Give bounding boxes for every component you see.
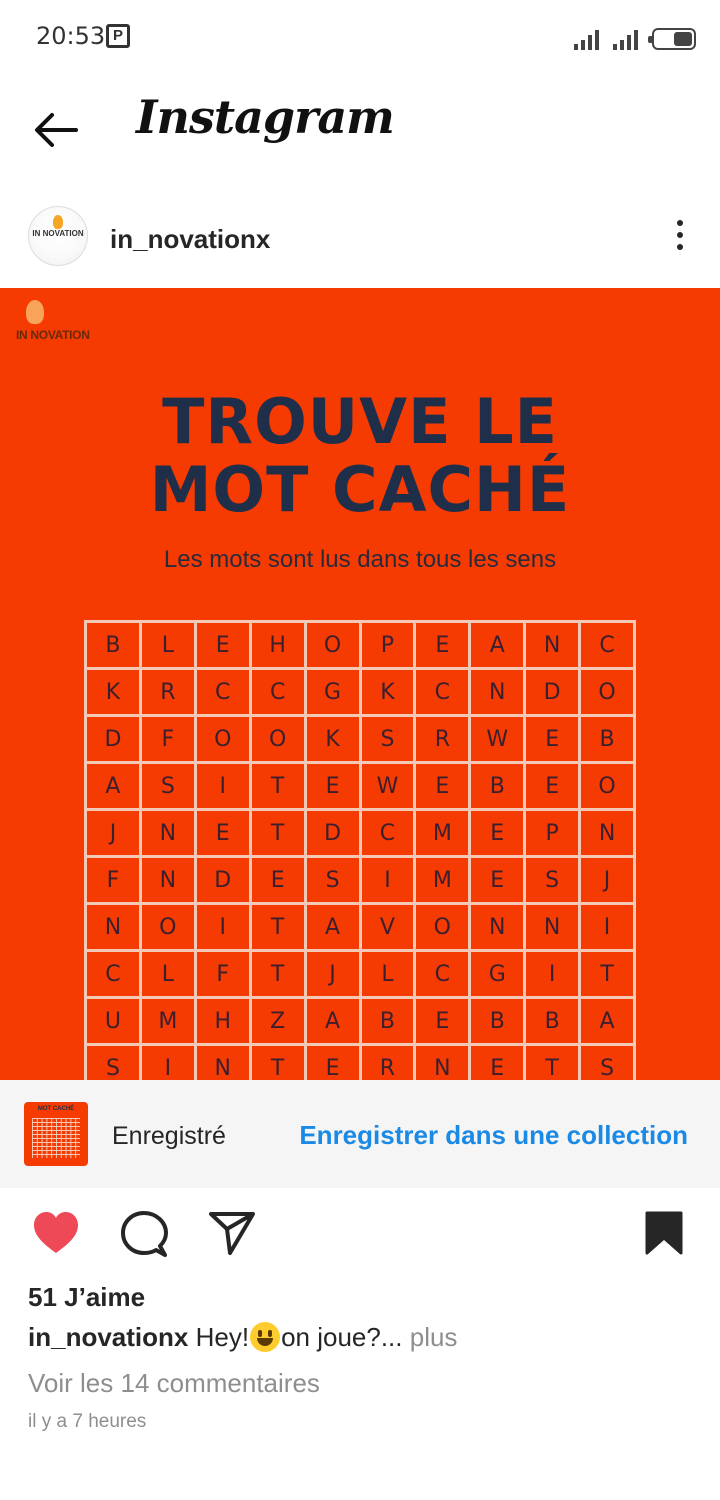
comment-icon[interactable] [120,1210,168,1258]
grid-cell: N [471,905,526,952]
puzzle-title [0,385,720,526]
grid-cell: J [87,811,142,858]
grid-cell: O [197,717,252,764]
grid-cell: E [416,623,471,670]
grid-cell: B [526,999,581,1046]
grid-cell: O [581,670,636,717]
grid-cell: B [471,764,526,811]
grid-cell: O [307,623,362,670]
grid-cell: E [471,858,526,905]
grid-cell: F [87,858,142,905]
grid-cell: N [87,905,142,952]
grid-cell: Z [252,999,307,1046]
signal-icon [574,28,599,50]
grid-cell: E [197,811,252,858]
grid-cell: I [362,858,417,905]
grid-cell: N [197,1046,252,1080]
status-bar [0,0,720,72]
grid-cell: D [87,717,142,764]
puzzle-title-line1: TROUVE LE [162,385,558,458]
caption-text-before: Hey! [195,1322,250,1352]
grid-cell: A [471,623,526,670]
grid-cell: E [416,999,471,1046]
signal-icon-2 [613,28,638,50]
post-header [0,192,720,288]
grid-cell: O [581,764,636,811]
parking-notification-icon: P [106,24,130,48]
share-icon[interactable] [208,1210,256,1256]
grid-cell: E [416,764,471,811]
grid-cell: I [197,905,252,952]
grid-cell: F [197,952,252,999]
grid-cell: N [581,811,636,858]
grid-cell: N [142,858,197,905]
grid-cell: S [362,717,417,764]
caption-text-after: on joue?... [281,1322,403,1352]
grid-cell: R [362,1046,417,1080]
grid-cell: T [581,952,636,999]
battery-icon [652,28,696,50]
grid-cell: S [581,1046,636,1080]
avatar-logo-text: IN NOVATION [32,229,84,238]
grid-cell: M [416,858,471,905]
grid-cell: N [471,670,526,717]
grid-cell: W [471,717,526,764]
puzzle-subtitle: Les mots sont lus dans tous les sens [163,546,557,573]
saved-thumbnail[interactable] [24,1102,88,1166]
grid-cell: S [307,858,362,905]
grid-cell: I [197,764,252,811]
grid-cell: S [526,858,581,905]
grid-cell: K [307,717,362,764]
saved-bar [0,1080,720,1188]
grid-cell: T [252,905,307,952]
save-to-collection-link[interactable]: Enregistrer dans une collection [299,1120,688,1150]
likes-count[interactable]: 51 J’aime [28,1282,146,1312]
grid-cell: S [142,764,197,811]
grid-cell: K [362,670,417,717]
heart-icon[interactable] [32,1210,80,1256]
status-icons [574,22,696,50]
grid-cell: O [252,717,307,764]
bulb-logo-icon [53,215,63,229]
grid-cell: S [87,1046,142,1080]
grid-cell: E [471,811,526,858]
grid-cell: B [362,999,417,1046]
grid-cell: G [471,952,526,999]
grid-cell: B [471,999,526,1046]
grid-cell: E [307,764,362,811]
grid-cell: A [307,905,362,952]
arrow-left-icon[interactable] [32,110,80,150]
grid-cell: R [142,670,197,717]
status-time: 20:53 [36,22,106,50]
grid-cell: E [252,858,307,905]
brand-logo [16,300,126,346]
puzzle-title-line2: MOT CACHÉ [149,453,571,526]
thumbnail-grid [32,1118,80,1158]
grid-cell: K [87,670,142,717]
grid-cell: N [526,623,581,670]
grid-cell: E [526,717,581,764]
grid-cell: J [307,952,362,999]
grid-cell: E [471,1046,526,1080]
grid-cell: O [142,905,197,952]
grid-cell: A [581,999,636,1046]
brand-logo-text: IN NOVATION [16,328,90,342]
grid-cell: C [87,952,142,999]
post-actions [0,1188,720,1284]
grid-cell: L [142,623,197,670]
bulb-logo-icon [26,300,44,324]
grid-cell: C [581,623,636,670]
thumbnail-title: MOT CACHÉ [37,1106,75,1112]
grid-cell: D [526,670,581,717]
grid-cell: N [416,1046,471,1080]
app-header [0,72,720,182]
grid-cell: U [87,999,142,1046]
grid-cell: D [307,811,362,858]
saved-label: Enregistré [112,1122,226,1150]
grid-cell: M [416,811,471,858]
grid-cell: C [362,811,417,858]
grid-cell: V [362,905,417,952]
grid-cell: C [252,670,307,717]
grid-cell: W [362,764,417,811]
grid-cell: J [581,858,636,905]
grid-cell: E [526,764,581,811]
avatar[interactable] [28,206,88,266]
bookmark-icon[interactable] [644,1210,684,1256]
post-image[interactable] [0,288,720,1080]
grid-cell: T [526,1046,581,1080]
more-vertical-icon[interactable] [674,220,686,254]
grid-cell: I [526,952,581,999]
grid-cell: E [197,623,252,670]
grid-cell: B [87,623,142,670]
grid-cell: L [362,952,417,999]
grid-cell: H [252,623,307,670]
app-title: Instagram [136,90,394,144]
grid-cell: P [526,811,581,858]
grid-cell: T [252,952,307,999]
post-timestamp: il y a 7 heures [28,1411,147,1432]
grid-cell: T [252,811,307,858]
grid-cell: C [416,952,471,999]
grid-cell: T [252,1046,307,1080]
grid-cell: O [416,905,471,952]
grid-cell: N [142,811,197,858]
grid-cell: M [142,999,197,1046]
view-comments-link[interactable]: Voir les 14 commentaires [28,1368,320,1398]
grid-cell: N [526,905,581,952]
caption-more-link[interactable]: plus [409,1322,458,1352]
grid-cell: I [581,905,636,952]
grid-cell: P [362,623,417,670]
grid-cell: C [416,670,471,717]
grid-cell: T [252,764,307,811]
grid-cell: G [307,670,362,717]
smiley-emoji-icon [250,1322,280,1352]
grid-cell: B [581,717,636,764]
grid-cell: D [197,858,252,905]
word-search-grid [84,620,636,1080]
grid-cell: R [416,717,471,764]
grid-cell: F [142,717,197,764]
grid-cell: L [142,952,197,999]
grid-cell: I [142,1046,197,1080]
grid-cell: A [87,764,142,811]
grid-cell: E [307,1046,362,1080]
grid-cell: H [197,999,252,1046]
post-username[interactable]: in_novationx [110,224,271,254]
caption [28,1322,457,1353]
grid-cell: A [307,999,362,1046]
caption-username[interactable]: in_novationx [28,1322,189,1352]
grid-cell: C [197,670,252,717]
